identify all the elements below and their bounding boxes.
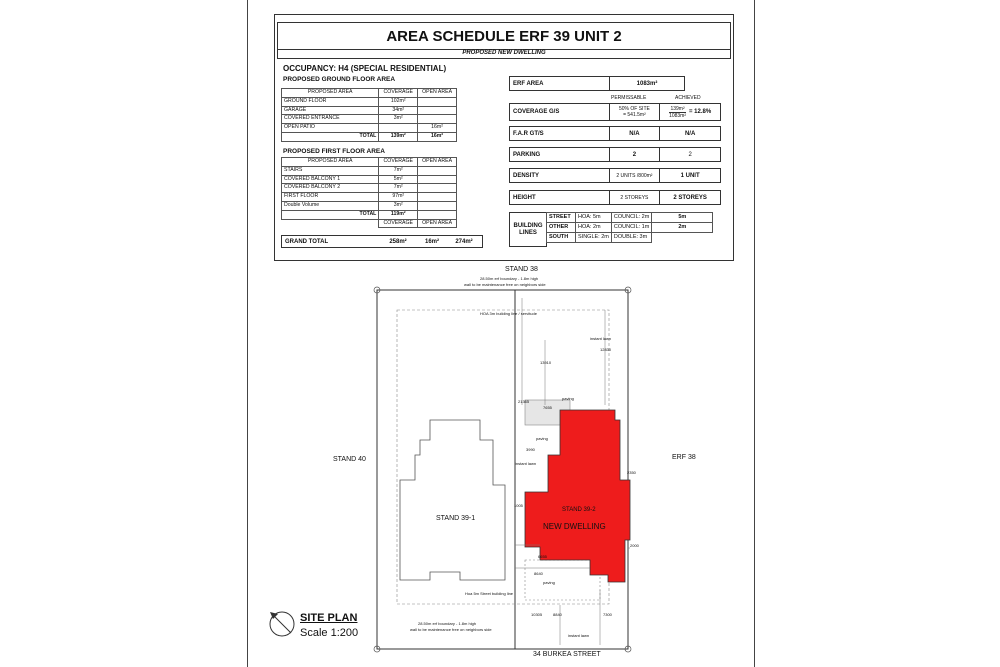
hoa-3m-note: HOA 3m building line / servitude xyxy=(480,311,537,316)
cell: COVERED ENTRANCE xyxy=(282,115,379,124)
paving-area xyxy=(525,560,600,600)
col-header: OPEN AREA xyxy=(418,158,457,167)
cell: COUNCIL: 1m xyxy=(611,223,651,233)
schedule-subtitle: PROPOSED NEW DWELLING xyxy=(277,48,731,59)
far-permissable: N/A xyxy=(609,127,660,140)
coverage-ach-den: 1083m² xyxy=(669,112,687,119)
cell: 5m xyxy=(652,213,713,223)
coverage-perm-line1: 50% OF SITE xyxy=(618,106,650,112)
parking-permissable: 2 xyxy=(609,148,660,161)
cell: 16m² xyxy=(418,132,457,141)
density-achieved: 1 UNIT xyxy=(659,169,720,182)
paving-label: paving xyxy=(562,396,574,401)
dim-12830: 12830 xyxy=(600,347,612,352)
dim-8640: 8640 xyxy=(534,571,543,576)
bottom-boundary-note-1: 28.50m erf boundary - 1.8m high xyxy=(418,621,477,626)
cell: 16m² xyxy=(418,124,457,133)
col-header: PROPOSED AREA xyxy=(282,89,379,98)
erf-area-label: ERF AREA xyxy=(513,80,544,87)
cell: COUNCIL: 2m xyxy=(611,213,651,223)
parking-label: PARKING xyxy=(513,151,541,158)
street-label: 34 BURKEA STREET xyxy=(533,651,601,658)
new-dwelling-label: NEW DWELLING xyxy=(543,522,606,531)
col-header: PROPOSED AREA xyxy=(282,158,379,167)
height-achieved: 2 STOREYS xyxy=(659,191,720,204)
far-achieved: N/A xyxy=(659,127,720,140)
stand-40-label: STAND 40 xyxy=(333,456,366,463)
density-label: DENSITY xyxy=(513,172,540,179)
occupancy: OCCUPANCY: H4 (SPECIAL RESIDENTIAL) xyxy=(283,64,447,73)
permissable-header: PERMISSABLE xyxy=(611,95,647,101)
cell: OPEN AREA xyxy=(418,219,457,228)
cell: GROUND FLOOR xyxy=(282,97,379,106)
dim-3990: 3990 xyxy=(526,447,535,452)
achieved-header: ACHIEVED xyxy=(675,95,701,101)
grand-total-sum: 274m² xyxy=(455,238,473,245)
cell: SOUTH xyxy=(547,233,576,243)
cell: STREET xyxy=(547,213,576,223)
cell: COVERED BALCONY 2 xyxy=(282,184,379,193)
top-boundary-note-1: 28.50m erf boundary - 1.8m high xyxy=(480,276,539,281)
cell: STAIRS xyxy=(282,166,379,175)
erf-area-value: 1083m² xyxy=(609,77,684,90)
site-plan-scale: Scale 1:200 xyxy=(300,627,359,639)
cell: FIRST FLOOR xyxy=(282,193,379,202)
cell: TOTAL xyxy=(282,210,379,219)
dim-1005: 1005 xyxy=(514,503,523,508)
paving-label-3: paving xyxy=(543,580,555,585)
dim-7655: 7655 xyxy=(543,405,552,410)
dim-7300: 7300 xyxy=(603,612,612,617)
instant-lawn-label-3: instant lawn xyxy=(568,633,590,638)
cell: 34m² xyxy=(379,106,418,115)
cell: 7m² xyxy=(379,184,418,193)
coverage-perm-line2: = 541.5m² xyxy=(623,112,646,118)
stand-39-1-footprint xyxy=(400,420,505,580)
cell: 5m² xyxy=(379,175,418,184)
instant-lawn-label-2: instant lawn xyxy=(515,461,537,466)
coverage-ach-pct: = 12.8% xyxy=(689,109,712,115)
cell: 7m² xyxy=(379,166,418,175)
parking-achieved: 2 xyxy=(659,148,720,161)
cell: 119m² xyxy=(379,210,418,219)
dim-10305: 10305 xyxy=(531,612,543,617)
col-header: OPEN AREA xyxy=(418,89,457,98)
north-arrow-needle xyxy=(273,615,291,633)
cell: TOTAL xyxy=(282,132,379,141)
dim-2000: 2000 xyxy=(630,543,639,548)
cell: OPEN PATIO xyxy=(282,124,379,133)
cell: COVERED BALCONY 1 xyxy=(282,175,379,184)
cell: Double Volume xyxy=(282,201,379,210)
grand-total-open: 16m² xyxy=(424,238,439,245)
cell: OTHER xyxy=(547,223,576,233)
cell: DOUBLE: 3m xyxy=(611,233,651,243)
cell: GARAGE xyxy=(282,106,379,115)
cell: 2m xyxy=(652,223,713,233)
building-lines-label-1: BUILDING xyxy=(513,222,543,229)
far-label: F.A.R GT/S xyxy=(513,130,544,137)
bottom-boundary-note-2: wall to be maintenance free on neighbors side xyxy=(410,627,492,632)
grand-total-coverage: 258m² xyxy=(389,238,407,245)
cell: 139m² xyxy=(379,132,418,141)
stand-38-label: STAND 38 xyxy=(505,266,538,273)
col-header: COVERAGE xyxy=(379,158,418,167)
cell: 97m² xyxy=(379,193,418,202)
coverage-ach-num: 139m² xyxy=(670,105,685,112)
top-boundary-note-2: wall to be maintenance free on neighbors side xyxy=(464,282,546,287)
stand-39-1-label: STAND 39-1 xyxy=(436,515,476,522)
grand-total-label: GRAND TOTAL xyxy=(285,238,329,245)
col-header: COVERAGE xyxy=(379,89,418,98)
cell: HOA: 2m xyxy=(576,223,612,233)
schedule-title: AREA SCHEDULE ERF 39 UNIT 2 xyxy=(277,22,731,50)
first-floor-heading: PROPOSED FIRST FLOOR AREA xyxy=(283,148,385,155)
erf-38-label: ERF 38 xyxy=(672,454,696,461)
cell: 3m² xyxy=(379,115,418,124)
cell: 3m² xyxy=(379,201,418,210)
stand-39-2-label: STAND 39-2 xyxy=(562,507,596,513)
paving-label-2: paving xyxy=(536,436,548,441)
height-label: HEIGHT xyxy=(513,194,536,201)
cell: HOA: 5m xyxy=(576,213,612,223)
hoa-5m-note: Hoa 5m Street building line xyxy=(465,591,514,596)
ground-floor-heading: PROPOSED GROUND FLOOR AREA xyxy=(283,76,396,83)
site-plan-title: SITE PLAN xyxy=(300,612,358,624)
cell: COVERAGE xyxy=(379,219,418,228)
dim-8840: 8840 xyxy=(553,612,562,617)
dim-6655: 6655 xyxy=(538,554,547,559)
density-permissable: 2 UNITS /800m² xyxy=(609,169,660,182)
dim-21365: 21365 xyxy=(518,399,530,404)
coverage-label: COVERAGE G/S xyxy=(513,109,560,115)
cell: 102m² xyxy=(379,97,418,106)
dim-2350: 2350 xyxy=(627,470,636,475)
building-lines-label-2: LINES xyxy=(519,229,537,236)
cell: SINGLE: 2m xyxy=(576,233,612,243)
instant-lawn-label: instant lawn xyxy=(590,336,612,341)
height-permissable: 2 STOREYS xyxy=(609,191,660,204)
dim-13910: 13910 xyxy=(540,360,552,365)
